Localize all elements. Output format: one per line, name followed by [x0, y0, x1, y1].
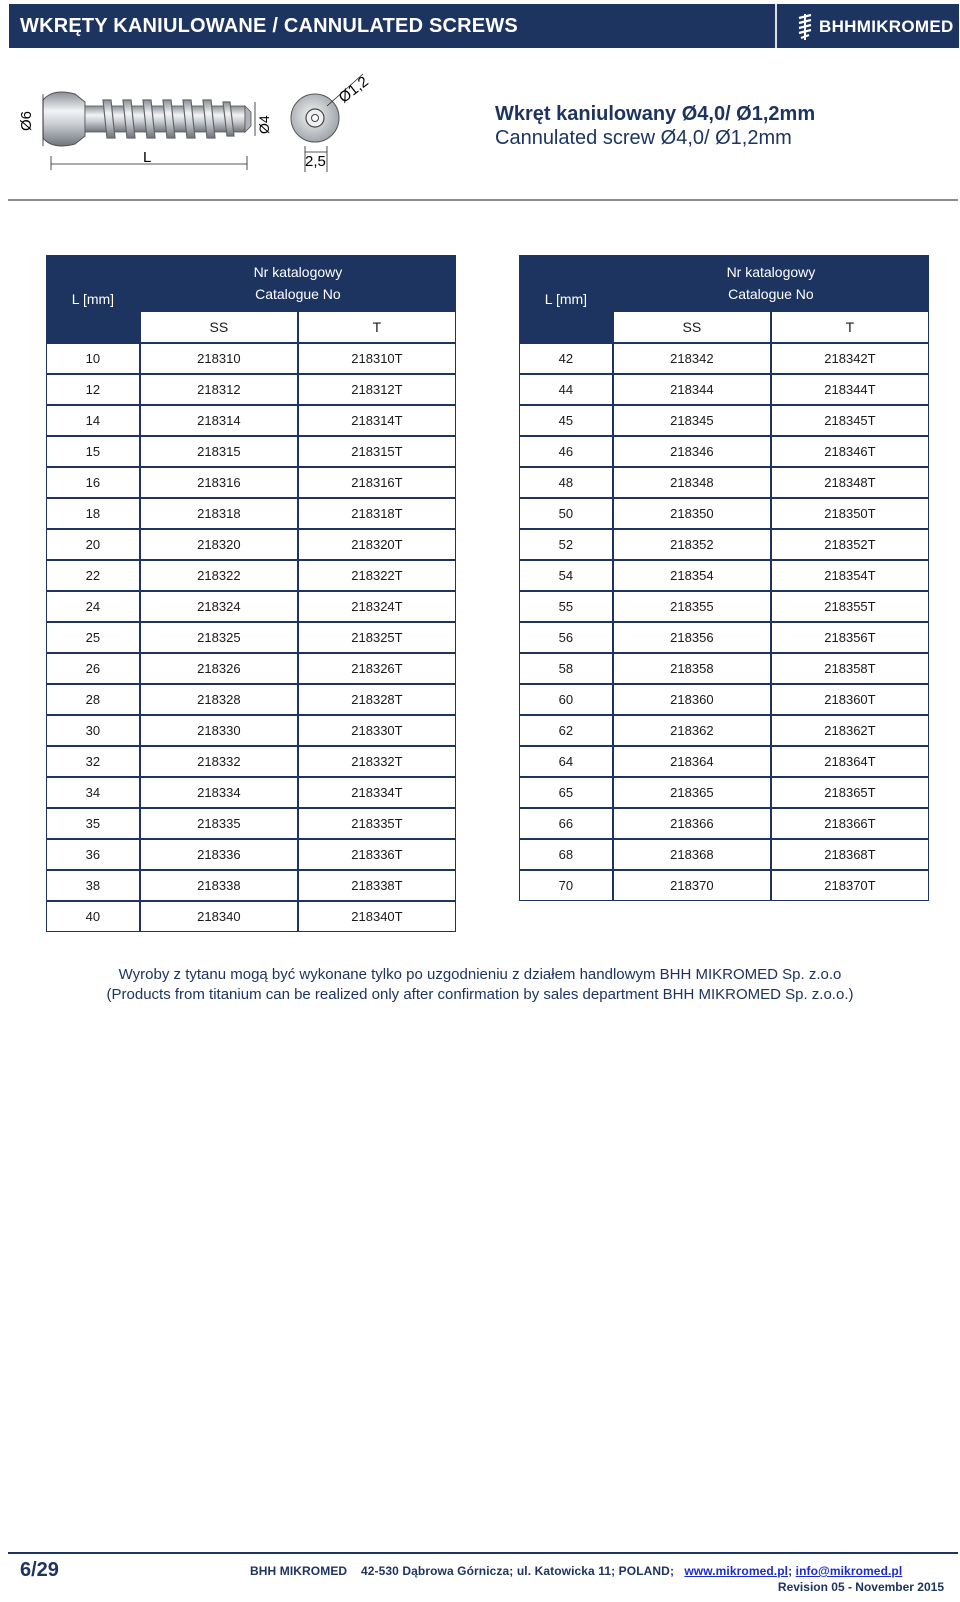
ss-code-cell: 218335 [140, 808, 298, 839]
footer-contact [250, 1564, 950, 1578]
table-row [519, 591, 929, 622]
length-cell: 12 [46, 374, 140, 405]
t-code-cell: 218342T [771, 343, 929, 374]
page-title: WKRĘTY KANIULOWANE / CANNULATED SCREWS [20, 15, 518, 37]
table-row [46, 374, 456, 405]
ss-code-cell: 218336 [140, 839, 298, 870]
length-cell: 48 [519, 467, 613, 498]
table-row [519, 839, 929, 870]
ss-code-cell: 218338 [140, 870, 298, 901]
t-code-cell: 218364T [771, 746, 929, 777]
length-cell: 55 [519, 591, 613, 622]
ss-code-cell: 218366 [613, 808, 771, 839]
ss-code-cell: 218312 [140, 374, 298, 405]
t-code-cell: 218334T [298, 777, 456, 808]
length-cell: 18 [46, 498, 140, 529]
catalog-header: Nr katalogowy Catalogue No [253, 264, 343, 302]
length-cell: 36 [46, 839, 140, 870]
length-cell: 70 [519, 870, 613, 901]
t-code-cell: 218316T [298, 467, 456, 498]
length-cell: 20 [46, 529, 140, 560]
length-header: L [mm] [544, 291, 588, 307]
table-row [46, 653, 456, 684]
titanium-notice [0, 965, 960, 1005]
table-row [519, 746, 929, 777]
length-cell: 30 [46, 715, 140, 746]
table-row [46, 622, 456, 653]
table-row [46, 715, 456, 746]
ss-code-cell: 218316 [140, 467, 298, 498]
product-title-pl: Wkręt kaniulowany Ø4,0/ Ø1,2mm [495, 103, 816, 125]
ss-code-cell: 218328 [140, 684, 298, 715]
footer-address: 42-530 Dąbrowa Górnicza; ul. Katowicka 11; POLAND; [360, 1564, 675, 1578]
brand-name: BHHMIKROMED [819, 17, 954, 36]
table-row [519, 374, 929, 405]
ss-code-cell: 218310 [140, 343, 298, 374]
ss-code-cell: 218368 [613, 839, 771, 870]
length-cell: 60 [519, 684, 613, 715]
dim-drive-label: 2,5 [305, 153, 326, 170]
t-code-cell: 218338T [298, 870, 456, 901]
footer-separator: ; [788, 1564, 793, 1578]
ss-code-cell: 218348 [613, 467, 771, 498]
length-cell: 50 [519, 498, 613, 529]
table-row [519, 653, 929, 684]
table-row [46, 498, 456, 529]
ss-code-cell: 218370 [613, 870, 771, 901]
table-row [46, 901, 456, 932]
length-cell: 15 [46, 436, 140, 467]
t-code-cell: 218325T [298, 622, 456, 653]
table-row [46, 529, 456, 560]
notice-pl: Wyroby z tytanu mogą być wykonane tylko po uzgodnieniu z działem handlowym BHH MIKROMED Sp. z.o.o [118, 966, 842, 983]
table-row [46, 343, 456, 374]
length-cell: 40 [46, 901, 140, 932]
ss-code-cell: 218318 [140, 498, 298, 529]
ss-code-cell: 218320 [140, 529, 298, 560]
table-row [46, 870, 456, 901]
t-code-cell: 218365T [771, 777, 929, 808]
product-title-en: Cannulated screw Ø4,0/ Ø1,2mm [495, 127, 792, 149]
table-row [46, 591, 456, 622]
ss-code-cell: 218356 [613, 622, 771, 653]
length-cell: 35 [46, 808, 140, 839]
length-cell: 32 [46, 746, 140, 777]
length-cell: 24 [46, 591, 140, 622]
table-row [46, 560, 456, 591]
t-code-cell: 218370T [771, 870, 929, 901]
ss-code-cell: 218352 [613, 529, 771, 560]
t-code-cell: 218358T [771, 653, 929, 684]
ss-code-cell: 218345 [613, 405, 771, 436]
t-code-cell: 218346T [771, 436, 929, 467]
table-row [519, 467, 929, 498]
t-code-cell: 218310T [298, 343, 456, 374]
length-cell: 68 [519, 839, 613, 870]
t-code-cell: 218354T [771, 560, 929, 591]
screw-drawing-icon [15, 66, 395, 186]
t-code-cell: 218318T [298, 498, 456, 529]
website-link[interactable]: www.mikromed.pl [684, 1564, 789, 1578]
t-header: T [298, 311, 456, 343]
ss-code-cell: 218340 [140, 901, 298, 932]
ss-code-cell: 218332 [140, 746, 298, 777]
length-cell: 65 [519, 777, 613, 808]
table-row [519, 529, 929, 560]
table-row [46, 405, 456, 436]
t-code-cell: 218335T [298, 808, 456, 839]
table-row [46, 746, 456, 777]
ss-code-cell: 218362 [613, 715, 771, 746]
t-code-cell: 218362T [771, 715, 929, 746]
length-cell: 26 [46, 653, 140, 684]
t-code-cell: 218340T [298, 901, 456, 932]
revision-note: Revision 05 - November 2015 [777, 1580, 944, 1594]
t-code-cell: 218312T [298, 374, 456, 405]
t-code-cell: 218345T [771, 405, 929, 436]
t-code-cell: 218314T [298, 405, 456, 436]
header-divider [775, 4, 777, 48]
t-code-cell: 218328T [298, 684, 456, 715]
email-link[interactable]: info@mikromed.pl [795, 1564, 903, 1578]
ss-code-cell: 218344 [613, 374, 771, 405]
table-row [46, 808, 456, 839]
ss-code-cell: 218346 [613, 436, 771, 467]
product-title [495, 102, 815, 150]
length-cell: 64 [519, 746, 613, 777]
ss-code-cell: 218315 [140, 436, 298, 467]
section-divider [8, 199, 958, 201]
length-cell: 54 [519, 560, 613, 591]
length-cell: 45 [519, 405, 613, 436]
dim-cannula-label: Ø1,2 [335, 73, 372, 107]
ss-code-cell: 218330 [140, 715, 298, 746]
length-cell: 22 [46, 560, 140, 591]
length-cell: 34 [46, 777, 140, 808]
header-bar [9, 4, 959, 48]
table-row [519, 560, 929, 591]
length-cell: 62 [519, 715, 613, 746]
table-row [46, 467, 456, 498]
t-code-cell: 218344T [771, 374, 929, 405]
ss-code-cell: 218350 [613, 498, 771, 529]
table-row [519, 405, 929, 436]
t-code-cell: 218336T [298, 839, 456, 870]
t-code-cell: 218352T [771, 529, 929, 560]
length-cell: 44 [519, 374, 613, 405]
t-code-cell: 218324T [298, 591, 456, 622]
catalog-table-right [519, 255, 929, 901]
length-cell: 38 [46, 870, 140, 901]
page-number: 6/29 [20, 1559, 59, 1581]
t-code-cell: 218348T [771, 467, 929, 498]
brand-logo [795, 14, 954, 40]
ss-code-cell: 218324 [140, 591, 298, 622]
table-row [519, 808, 929, 839]
catalog-header: Nr katalogowy Catalogue No [726, 264, 816, 302]
table-row [519, 343, 929, 374]
ss-code-cell: 218358 [613, 653, 771, 684]
length-cell: 58 [519, 653, 613, 684]
table-row [46, 839, 456, 870]
ss-header: SS [140, 311, 298, 343]
ss-code-cell: 218334 [140, 777, 298, 808]
t-code-cell: 218355T [771, 591, 929, 622]
ss-code-cell: 218325 [140, 622, 298, 653]
t-code-cell: 218320T [298, 529, 456, 560]
ss-code-cell: 218314 [140, 405, 298, 436]
table-row [519, 870, 929, 901]
t-code-cell: 218315T [298, 436, 456, 467]
table-row [46, 777, 456, 808]
ss-code-cell: 218360 [613, 684, 771, 715]
t-code-cell: 218330T [298, 715, 456, 746]
length-cell: 56 [519, 622, 613, 653]
table-row [46, 436, 456, 467]
length-cell: 16 [46, 467, 140, 498]
length-cell: 28 [46, 684, 140, 715]
length-cell: 66 [519, 808, 613, 839]
t-header: T [771, 311, 929, 343]
ss-header: SS [613, 311, 771, 343]
table-row [519, 622, 929, 653]
screw-logo-icon [795, 13, 815, 41]
ss-code-cell: 218365 [613, 777, 771, 808]
ss-code-cell: 218364 [613, 746, 771, 777]
t-code-cell: 218366T [771, 808, 929, 839]
t-code-cell: 218360T [771, 684, 929, 715]
length-cell: 10 [46, 343, 140, 374]
footer-company: BHH MIKROMED [250, 1564, 348, 1578]
notice-en: (Products from titanium can be realized only after confirmation by sales department BHH MIKROMED Sp. z.o.o.) [106, 986, 854, 1003]
length-cell: 42 [519, 343, 613, 374]
ss-code-cell: 218354 [613, 560, 771, 591]
ss-code-cell: 218355 [613, 591, 771, 622]
dim-length-label: L [143, 149, 152, 166]
length-cell: 25 [46, 622, 140, 653]
table-row [519, 498, 929, 529]
t-code-cell: 218368T [771, 839, 929, 870]
ss-code-cell: 218326 [140, 653, 298, 684]
length-cell: 46 [519, 436, 613, 467]
t-code-cell: 218332T [298, 746, 456, 777]
t-code-cell: 218356T [771, 622, 929, 653]
length-cell: 14 [46, 405, 140, 436]
catalog-table-left [46, 255, 456, 932]
table-row [519, 715, 929, 746]
footer-divider [8, 1552, 958, 1554]
table-row [519, 436, 929, 467]
dim-thread-label: Ø4 [256, 115, 272, 134]
ss-code-cell: 218342 [613, 343, 771, 374]
t-code-cell: 218322T [298, 560, 456, 591]
table-row [519, 777, 929, 808]
table-row [46, 684, 456, 715]
table-row [519, 684, 929, 715]
length-cell: 52 [519, 529, 613, 560]
ss-code-cell: 218322 [140, 560, 298, 591]
t-code-cell: 218350T [771, 498, 929, 529]
dim-head-label: Ø6 [18, 110, 35, 131]
t-code-cell: 218326T [298, 653, 456, 684]
length-header: L [mm] [71, 291, 115, 307]
